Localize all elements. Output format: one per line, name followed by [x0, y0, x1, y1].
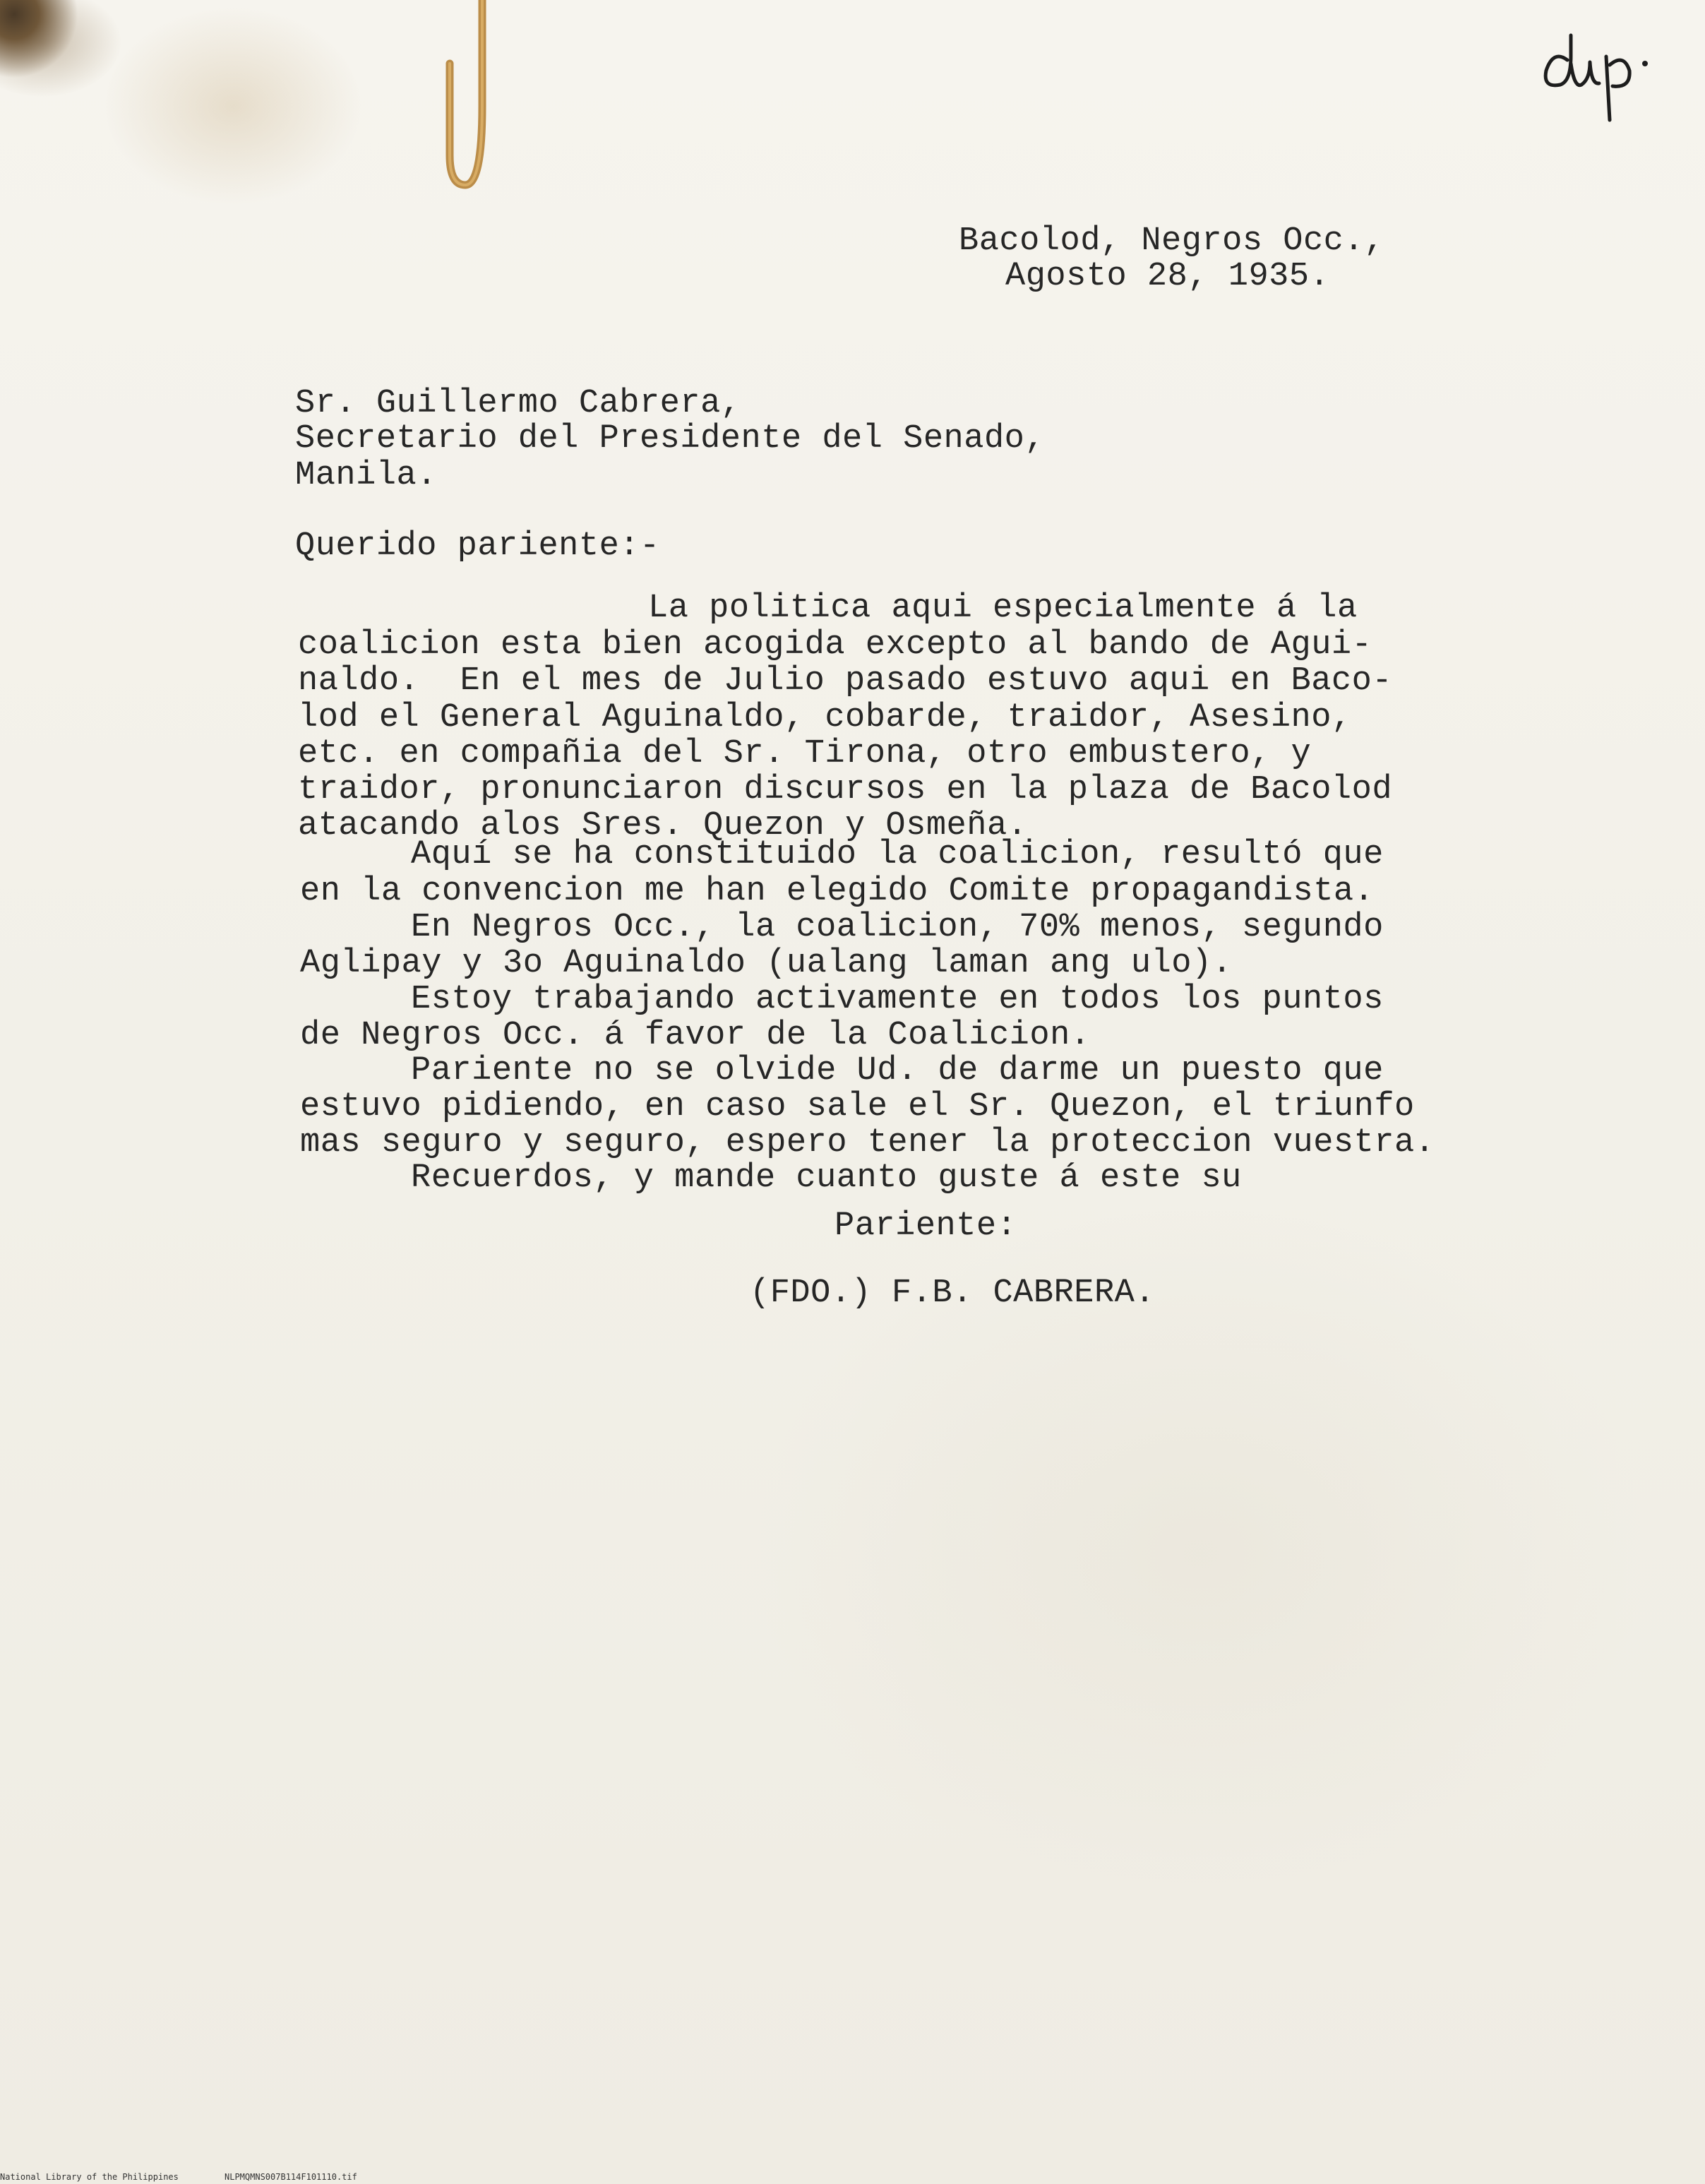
body-line: coalicion esta bien acogida excepto al bando de Agui- — [298, 626, 1372, 664]
addressee-line: Manila. — [295, 457, 437, 494]
paper-clip-mark — [441, 0, 505, 194]
closing: Pariente: — [834, 1207, 1017, 1245]
footer-filename: NLPMQMNS007B114F101110.tif — [225, 2172, 357, 2182]
body-line: en la convencion me han elegido Comite propagandista. — [300, 873, 1375, 910]
body-line: traidor, pronunciaron discursos en la plaza de Bacolod — [298, 771, 1393, 808]
body-line: Pariente no se olvide Ud. de darme un puesto que — [411, 1052, 1384, 1090]
handwritten-note — [1539, 21, 1659, 134]
letter-place: Bacolod, Negros Occ., — [959, 222, 1384, 260]
signature: (FDO.) F.B. CABRERA. — [750, 1275, 1156, 1312]
addressee-line: Secretario del Presidente del Senado, — [295, 420, 1046, 458]
body-line: etc. en compañia del Sr. Tirona, otro embustero, y — [298, 735, 1312, 772]
salutation: Querido pariente:- — [295, 527, 660, 565]
body-line: En Negros Occ., la coalicion, 70% menos, segundo — [411, 909, 1384, 946]
body-line: naldo. En el mes de Julio pasado estuvo aqui en Baco- — [298, 662, 1393, 700]
footer-source: National Library of the Philippines — [0, 2172, 179, 2182]
body-line: atacando alos Sres. Quezon y Osmeña. — [298, 807, 1028, 845]
body-line: estuvo pidiendo, en caso sale el Sr. Quezon, el triunfo — [300, 1088, 1415, 1126]
body-line: La politica aqui especialmente á la — [648, 590, 1358, 627]
burn-mark — [0, 0, 78, 78]
body-line: lod el General Aguinaldo, cobarde, traidor, Asesino, — [298, 699, 1352, 736]
body-line: Aquí se ha constituido la coalicion, resultó que — [411, 836, 1384, 873]
body-line: Recuerdos, y mande cuanto guste á este su — [411, 1159, 1242, 1197]
addressee-line: Sr. Guillermo Cabrera, — [295, 385, 741, 422]
letter-date: Agosto 28, 1935. — [1005, 258, 1330, 295]
body-line: de Negros Occ. á favor de la Coalicion. — [300, 1017, 1091, 1054]
body-line: Aglipay y 3o Aguinaldo (ualang laman ang ulo). — [300, 945, 1233, 982]
body-line: Estoy trabajando activamente en todos los puntos — [411, 981, 1384, 1018]
body-line: mas seguro y seguro, espero tener la proteccion vuestra. — [300, 1124, 1435, 1162]
